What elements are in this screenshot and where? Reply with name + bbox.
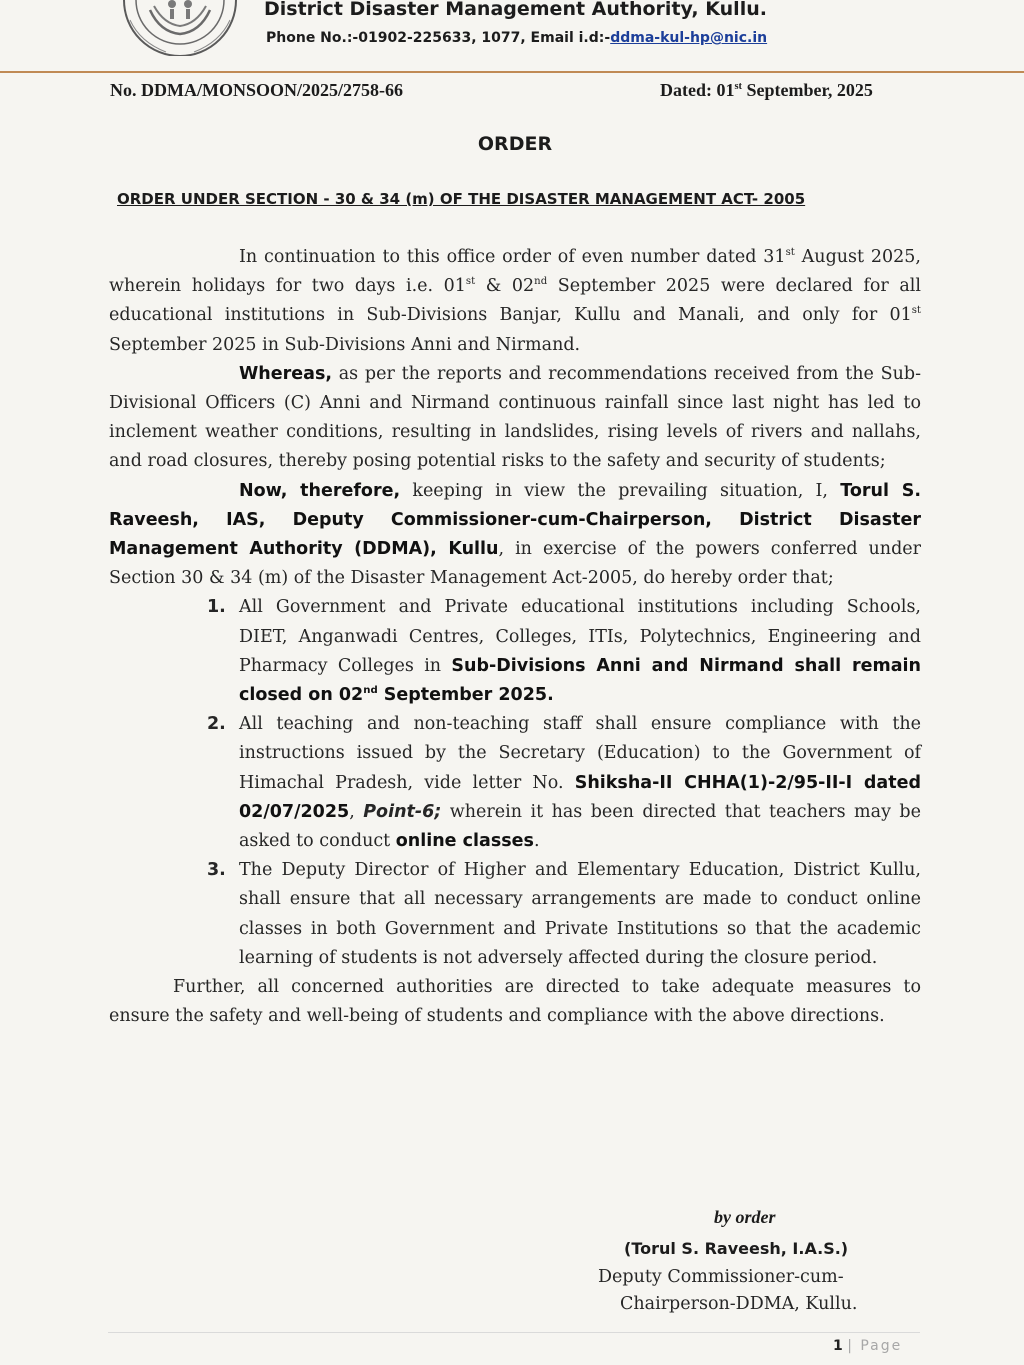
item-number: 3. — [207, 860, 226, 881]
paragraph-whereas: Whereas, as per the reports and recommendations received from the Sub-Divisional Officers (C) Anni and Nirmand continuous rainfall since last night has led to inclement weather conditions, resulting in landslides, rising levels of rivers and nallahs, and road closures, thereby posing potential risks to the safety and security of students; — [109, 363, 921, 472]
list-item: 1. All Government and Private educational institutions including Schools, DIET, Anganwadi Centres, Colleges, ITIs, Polytechnics, Engineering and Pharmacy Colleges in Sub-Divisions Anni and Nirmand shall remain closed on 02nd September 2025. — [109, 593, 921, 710]
order-date: Dated: 01st September, 2025 — [660, 80, 873, 100]
signatory-name: (Torul S. Raveesh, I.A.S.) — [624, 1239, 849, 1258]
ddma-emblem-logo — [110, 0, 250, 56]
list-item: 2. All teaching and non-teaching staff shall ensure compliance with the instructions issued by the Secretary (Education) to the Government of Himachal Pradesh, vide letter No. Shiksha-II CHHA(1)-2/95-II-I dated 02/07/2025, Point-6; wherein it has been directed that teachers may be asked to conduct online classes. — [109, 710, 921, 856]
footer-divider — [108, 1332, 920, 1333]
signatory-office: Chairperson-DDMA, Kullu. — [620, 1294, 858, 1314]
email-link[interactable]: ddma-kul-hp@nic.in — [610, 30, 768, 46]
header-divider — [0, 71, 1024, 73]
contact-prefix: Phone No.:-01902-225633, 1077, Email i.d:- — [266, 30, 611, 46]
by-order-label: by order — [714, 1207, 776, 1227]
order-body — [109, 243, 921, 1031]
letterhead — [0, 0, 1024, 74]
contact-line — [266, 30, 767, 46]
signatory-designation: Deputy Commissioner-cum- — [598, 1267, 844, 1287]
paragraph-continuation: In continuation to this office order of even number dated 31st August 2025, wherein holidays for two days i.e. 01st & 02nd September 2025 were declared for all educational institutions in Sub-Divisions Banjar, Kullu and Manali, and only for 01st September 2025 in Sub-Divisions Anni and Nirmand. — [109, 247, 921, 355]
order-subtitle: ORDER UNDER SECTION - 30 & 34 (m) OF THE DISASTER MANAGEMENT ACT- 2005 — [117, 190, 806, 208]
authority-name: District Disaster Management Authority, Kullu. — [264, 0, 767, 20]
list-item: 3. The Deputy Director of Higher and Elementary Education, District Kullu, shall ensure that all necessary arrangements are made to conduct online classes in both Government and Private Institutions so that the academic learning of students is not adversely affected during the closure period. — [109, 856, 921, 973]
paragraph-further: Further, all concerned authorities are directed to take adequate measures to ensure the safety and well-being of students and compliance with the above directions. — [109, 977, 921, 1027]
reference-number: No. DDMA/MONSOON/2025/2758-66 — [110, 80, 403, 100]
page-number: 1 | Page — [833, 1338, 903, 1354]
order-list — [109, 593, 921, 973]
item-number: 2. — [207, 714, 226, 735]
paragraph-now-therefore: Now, therefore, keeping in view the prevailing situation, I, Torul S. Raveesh, IAS, Deputy Commissioner-cum-Chairperson, District Disaster Management Authority (DDMA), Kullu, in exercise of the powers conferred under Section 30 & 34 (m) of the Disaster Management Act-2005, do hereby order that; — [109, 480, 921, 589]
order-title: ORDER — [477, 133, 553, 155]
item-number: 1. — [207, 597, 226, 618]
